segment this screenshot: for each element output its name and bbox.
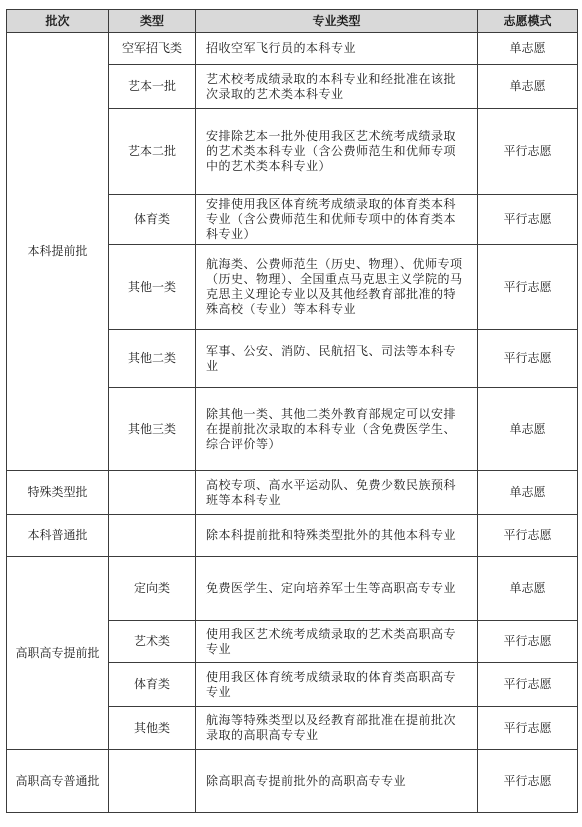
desc-cell: 安排除艺本一批外使用我区艺术统考成绩录取的艺术类本科专业（含公费师范生和优师专项中的艺术类本科专业） (196, 109, 478, 195)
type-cell: 其他类 (109, 707, 196, 750)
mode-cell: 平行志愿 (478, 750, 578, 813)
type-cell (109, 471, 196, 515)
mode-cell: 单志愿 (478, 33, 578, 65)
batch-cell: 高职高专普通批 (7, 750, 109, 813)
type-cell: 其他一类 (109, 245, 196, 330)
mode-cell: 平行志愿 (478, 621, 578, 663)
type-cell: 艺术类 (109, 621, 196, 663)
type-cell: 体育类 (109, 195, 196, 245)
type-cell (109, 515, 196, 557)
desc-cell: 军事、公安、消防、民航招飞、司法等本科专业 (196, 330, 478, 388)
desc-cell: 使用我区体育统考成绩录取的体育类高职高专专业 (196, 663, 478, 707)
table-row (7, 750, 578, 813)
type-cell: 空军招飞类 (109, 33, 196, 65)
type-cell: 其他二类 (109, 330, 196, 388)
mode-cell: 单志愿 (478, 65, 578, 109)
table-row (7, 515, 578, 557)
table-row (7, 33, 578, 65)
desc-cell: 除高职高专提前批外的高职高专专业 (196, 750, 478, 813)
mode-cell: 平行志愿 (478, 195, 578, 245)
mode-cell: 平行志愿 (478, 515, 578, 557)
batch-cell: 本科提前批 (7, 33, 109, 471)
batch-cell: 特殊类型批 (7, 471, 109, 515)
type-cell: 体育类 (109, 663, 196, 707)
desc-cell: 高校专项、高水平运动队、免费少数民族预科班等本科专业 (196, 471, 478, 515)
desc-cell: 安排使用我区体育统考成绩录取的体育类本科专业（含公费师范生和优师专项中的体育类本科专业） (196, 195, 478, 245)
mode-cell: 单志愿 (478, 388, 578, 471)
type-cell (109, 750, 196, 813)
batch-cell: 高职高专提前批 (7, 557, 109, 750)
desc-cell: 航海等特殊类型以及经教育部批准在提前批次录取的高职高专专业 (196, 707, 478, 750)
mode-cell: 平行志愿 (478, 245, 578, 330)
batch-cell: 本科普通批 (7, 515, 109, 557)
mode-cell: 单志愿 (478, 471, 578, 515)
mode-cell: 平行志愿 (478, 330, 578, 388)
table-header-row (7, 10, 578, 33)
admission-batch-table (6, 9, 578, 813)
header-application-mode: 志愿模式 (478, 10, 578, 33)
mode-cell: 平行志愿 (478, 109, 578, 195)
table-row (7, 471, 578, 515)
type-cell: 艺本二批 (109, 109, 196, 195)
type-cell: 艺本一批 (109, 65, 196, 109)
mode-cell: 平行志愿 (478, 707, 578, 750)
desc-cell: 艺术校考成绩录取的本科专业和经批准在该批次录取的艺术类本科专业 (196, 65, 478, 109)
type-cell: 定向类 (109, 557, 196, 621)
header-type: 类型 (109, 10, 196, 33)
header-batch: 批次 (7, 10, 109, 33)
desc-cell: 除其他一类、其他二类外教育部规定可以安排在提前批次录取的本科专业（含免费医学生、综合评价等） (196, 388, 478, 471)
desc-cell: 招收空军飞行员的本科专业 (196, 33, 478, 65)
desc-cell: 航海类、公费师范生（历史、物理）、优师专项（历史、物理）、全国重点马克思主义学院的马克思主义理论专业以及其他经教育部批准的特殊高校（专业）等本科专业 (196, 245, 478, 330)
table-row (7, 557, 578, 621)
desc-cell: 使用我区艺术统考成绩录取的艺术类高职高专专业 (196, 621, 478, 663)
type-cell: 其他三类 (109, 388, 196, 471)
desc-cell: 除本科提前批和特殊类型批外的其他本科专业 (196, 515, 478, 557)
header-major-type: 专业类型 (196, 10, 478, 33)
mode-cell: 单志愿 (478, 557, 578, 621)
desc-cell: 免费医学生、定向培养军士生等高职高专专业 (196, 557, 478, 621)
mode-cell: 平行志愿 (478, 663, 578, 707)
